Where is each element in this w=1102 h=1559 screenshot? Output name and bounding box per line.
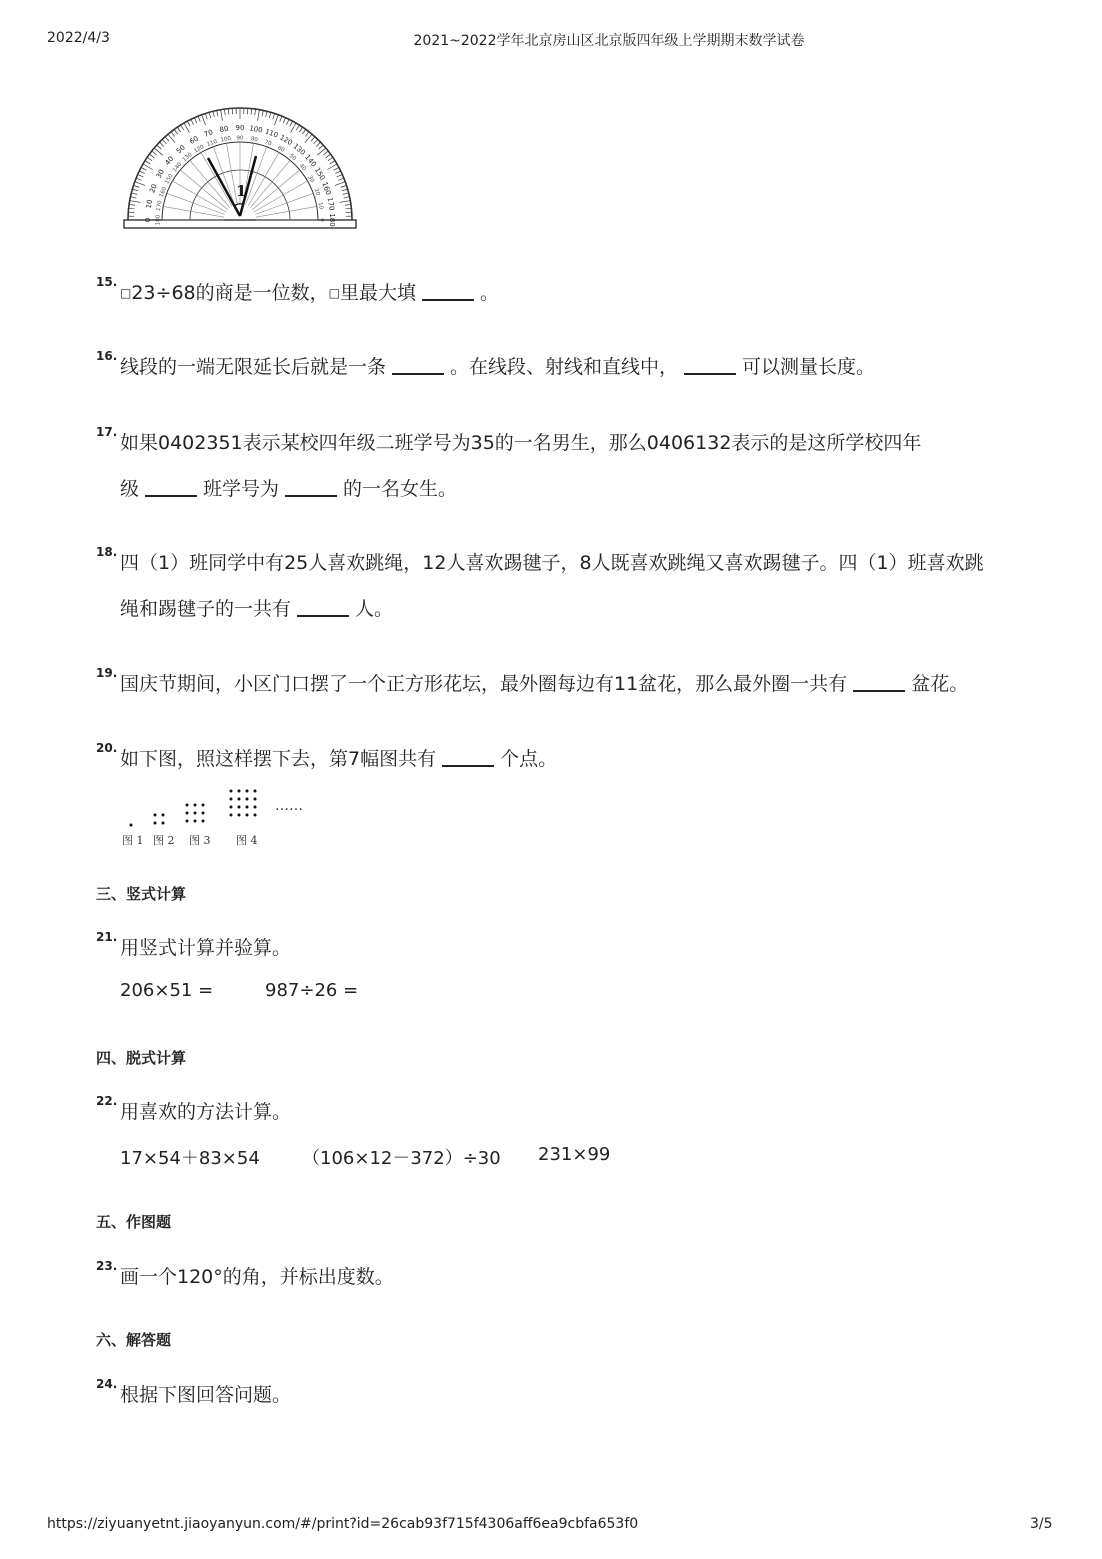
answer-blank[interactable] xyxy=(392,354,444,375)
protractor-label: 0 xyxy=(144,217,152,223)
protractor-tick xyxy=(283,118,285,123)
protractor-tick xyxy=(316,142,320,146)
protractor-tick xyxy=(311,137,315,141)
protractor-tick xyxy=(334,167,339,170)
protractor-tick xyxy=(152,151,157,155)
protractor-tick xyxy=(162,139,166,143)
protractor-tick xyxy=(198,116,200,122)
dot xyxy=(254,814,257,817)
protractor-tick xyxy=(345,204,351,205)
protractor-tick xyxy=(255,109,256,115)
protractor-tick xyxy=(335,171,340,174)
page-number: 3/5 xyxy=(1030,1516,1053,1532)
dot xyxy=(162,814,165,817)
answer-blank[interactable] xyxy=(853,671,905,692)
dot xyxy=(246,790,249,793)
protractor-label: 110 xyxy=(263,127,280,140)
answer-blank[interactable] xyxy=(297,596,349,617)
expression: 987÷26 = xyxy=(265,980,359,1001)
answer-blank[interactable] xyxy=(422,280,474,301)
protractor-tick xyxy=(337,174,342,176)
protractor-tick xyxy=(205,113,207,119)
protractor-tick xyxy=(269,112,271,118)
protractor-tick xyxy=(177,127,180,132)
question-18-line-1: 四（1）班同学中有25人喜欢跳绳，12人喜欢踢毽子，8人既喜欢跳绳又喜欢踢毽子。四（1）班喜欢跳 xyxy=(120,552,984,574)
protractor-tick xyxy=(324,151,329,155)
protractor-tick xyxy=(296,125,299,130)
q18-text-2: 人。 xyxy=(355,598,394,620)
dot xyxy=(130,824,133,827)
figure-label-4: 图 4 xyxy=(236,834,258,847)
box-symbol: □ xyxy=(328,286,340,300)
protractor-label: 70 xyxy=(202,128,215,139)
protractor-tick xyxy=(228,109,229,115)
protractor-inner-label: 50 xyxy=(287,153,297,163)
dot xyxy=(230,814,233,817)
question-24: 根据下图回答问题。 xyxy=(120,1384,292,1406)
protractor-tick xyxy=(280,116,282,122)
protractor-tick xyxy=(130,201,141,203)
q16-text-2: 。在线段、射线和直线中， xyxy=(450,356,679,378)
protractor-label: 80 xyxy=(218,124,230,135)
protractor-label: 170 xyxy=(325,196,336,212)
figure-label-1: 图 1 xyxy=(122,834,144,847)
q19-text-1: 国庆节期间，小区门口摆了一个正方形花坛，最外圈每边有11盆花，那么最外圈一共有 xyxy=(120,673,848,695)
expression: 17×54＋83×54 xyxy=(120,1148,260,1169)
protractor-label: 40 xyxy=(163,154,176,167)
protractor-label: 140 xyxy=(303,153,318,169)
protractor-inner-label: 20 xyxy=(312,187,321,197)
protractor-tick xyxy=(290,121,293,126)
protractor-tick xyxy=(213,111,214,117)
protractor-tick xyxy=(131,193,137,194)
protractor-inner-label: 150 xyxy=(164,173,175,186)
dot xyxy=(238,806,241,809)
protractor-tick xyxy=(330,161,335,164)
protractor-tick xyxy=(187,121,190,126)
dot xyxy=(202,804,205,807)
protractor-tick xyxy=(314,139,318,143)
protractor-label: 160 xyxy=(320,180,333,197)
protractor-tick xyxy=(217,110,218,116)
expression: （106×12－372）÷30 xyxy=(302,1148,501,1169)
dot xyxy=(246,814,249,817)
footer-url[interactable]: https://ziyuanyetnt.jiaoyanyun.com/#/print?id=26cab93f715f4306aff6ea9cbfa653f0 xyxy=(47,1516,639,1532)
protractor-inner-label: 0 xyxy=(318,218,325,222)
answer-blank[interactable] xyxy=(684,354,736,375)
dot xyxy=(230,806,233,809)
protractor-label: 50 xyxy=(174,143,187,156)
q17-text-1: 级 xyxy=(120,478,140,500)
question-21: 用竖式计算并验算。 xyxy=(120,937,292,959)
protractor-tick xyxy=(224,109,225,115)
protractor-tick xyxy=(302,129,306,134)
dot xyxy=(238,814,241,817)
protractor-tick xyxy=(343,193,349,194)
print-date: 2022/4/3 xyxy=(47,30,110,46)
protractor-tick xyxy=(136,178,142,180)
question-17-line-1: 如果0402351表示某校四年级二班学号为35的一名男生，那么0406132表示的是这所学校四年 xyxy=(120,432,922,454)
dot xyxy=(254,806,257,809)
angle-label: 1 xyxy=(236,182,247,200)
protractor-tick xyxy=(184,123,190,133)
protractor-tick xyxy=(135,182,145,186)
protractor-tick xyxy=(326,154,331,158)
question-17-line-2 xyxy=(120,474,457,501)
section-heading: 六、解答题 xyxy=(96,1331,172,1349)
protractor-inner-label: 160 xyxy=(158,186,169,199)
dot xyxy=(202,812,205,815)
section-heading: 五、作图题 xyxy=(96,1213,172,1231)
figure-label-3: 图 3 xyxy=(189,834,211,847)
dot xyxy=(254,790,257,793)
question-number: 19. xyxy=(96,666,118,680)
protractor-label: 30 xyxy=(154,168,167,180)
protractor-tick xyxy=(305,132,309,137)
question-16 xyxy=(120,352,875,379)
question-22: 用喜欢的方法计算。 xyxy=(120,1101,292,1123)
question-number: 15. xyxy=(96,275,118,289)
question-18-line-2 xyxy=(120,594,393,621)
protractor-tick xyxy=(338,178,344,180)
q15-text-2: 里最大填 xyxy=(339,282,416,304)
question-19 xyxy=(120,669,968,696)
protractor-tick xyxy=(129,208,135,209)
dot xyxy=(194,820,197,823)
protractor-tick xyxy=(262,110,263,116)
protractor-tick xyxy=(147,157,152,160)
protractor-tick xyxy=(341,185,347,187)
figure-label-2: 图 2 xyxy=(153,834,175,847)
protractor-tick xyxy=(174,129,178,134)
question-number: 23. xyxy=(96,1259,118,1273)
protractor-tick xyxy=(209,112,211,118)
protractor-tick xyxy=(327,164,337,170)
protractor-label: 100 xyxy=(248,124,264,135)
protractor-inner-label: 60 xyxy=(276,145,286,154)
question-number: 18. xyxy=(96,545,118,559)
protractor-inner-label: 80 xyxy=(250,136,259,144)
answer-blank[interactable] xyxy=(285,476,337,497)
protractor-tick xyxy=(339,201,350,203)
protractor-tick xyxy=(342,189,348,191)
q16-text-3: 可以测量长度。 xyxy=(742,356,876,378)
protractor-tick xyxy=(194,118,196,123)
protractor-radial-line xyxy=(256,206,317,217)
protractor-figure xyxy=(120,100,360,235)
protractor-tick xyxy=(157,145,161,149)
section-heading: 四、脱式计算 xyxy=(96,1049,187,1067)
protractor-inner-label: 180 xyxy=(155,214,162,226)
protractor-tick xyxy=(143,164,153,170)
protractor-tick xyxy=(291,123,297,133)
protractor-radial-line xyxy=(163,206,224,217)
protractor-tick xyxy=(273,113,275,119)
question-number: 24. xyxy=(96,1377,118,1391)
protractor-tick xyxy=(191,119,194,124)
protractor-tick xyxy=(221,110,223,121)
protractor-label: 180 xyxy=(328,213,336,227)
protractor-tick xyxy=(319,145,323,149)
protractor-tick xyxy=(130,197,136,198)
protractor-tick xyxy=(132,189,138,191)
dot xyxy=(230,798,233,801)
protractor-inner-label: 130 xyxy=(181,151,194,164)
question-number: 22. xyxy=(96,1094,118,1108)
dot xyxy=(186,820,189,823)
expression: 231×99 xyxy=(538,1144,611,1165)
expression: 206×51 = xyxy=(120,980,214,1001)
protractor-label: 20 xyxy=(148,182,159,195)
q20-text-2: 个点。 xyxy=(500,748,558,770)
question-23: 画一个120°的角，并标出度数。 xyxy=(120,1266,394,1288)
question-15 xyxy=(120,278,499,305)
protractor-inner-label: 70 xyxy=(263,139,273,148)
question-number: 17. xyxy=(96,425,118,439)
protractor-inner-label: 30 xyxy=(306,174,315,184)
section-heading: 三、竖式计算 xyxy=(96,885,187,903)
dot xyxy=(246,806,249,809)
protractor-tick xyxy=(159,142,163,146)
protractor-label: 130 xyxy=(291,142,307,157)
protractor-tick xyxy=(141,167,146,170)
q16-text-1: 线段的一端无限延长后就是一条 xyxy=(120,356,387,378)
protractor-inner-label: 120 xyxy=(193,144,206,155)
protractor-tick xyxy=(181,125,184,130)
protractor-tick xyxy=(171,132,175,137)
protractor-label: 60 xyxy=(188,134,200,147)
protractor-inner-label: 90 xyxy=(236,135,244,142)
box-symbol: □ xyxy=(120,286,132,300)
protractor-inner-label: 100 xyxy=(220,135,232,144)
dot xyxy=(230,790,233,793)
q15-text-1: 23÷68的商是一位数， xyxy=(131,282,329,304)
protractor-label: 120 xyxy=(278,133,294,148)
protractor-tick xyxy=(328,157,333,160)
protractor-inner-label: 110 xyxy=(206,138,219,149)
dot xyxy=(202,820,205,823)
protractor-inner-label: 140 xyxy=(171,161,184,174)
dot xyxy=(194,812,197,815)
q17-text-2: 班学号为 xyxy=(203,478,280,500)
q20-text-1: 如下图，照这样摆下去，第7幅图共有 xyxy=(120,748,437,770)
dot xyxy=(154,822,157,825)
q19-text-2: 盆花。 xyxy=(911,673,969,695)
protractor-tick xyxy=(258,110,260,121)
ellipsis: …… xyxy=(275,798,303,814)
answer-blank[interactable] xyxy=(145,476,197,497)
protractor-tick xyxy=(286,119,289,124)
protractor-inner-label: 10 xyxy=(316,201,324,210)
answer-blank[interactable] xyxy=(442,746,494,767)
protractor-tick xyxy=(344,197,350,198)
protractor-tick xyxy=(299,127,302,132)
dot xyxy=(162,822,165,825)
dot xyxy=(238,790,241,793)
dot xyxy=(254,798,257,801)
protractor-label: 10 xyxy=(144,198,155,210)
dot xyxy=(154,814,157,817)
dot-pattern-figure xyxy=(115,785,325,850)
dot xyxy=(186,812,189,815)
protractor-tick xyxy=(133,185,139,187)
protractor-tick xyxy=(138,174,143,176)
protractor-tick xyxy=(129,204,135,205)
protractor-tick xyxy=(165,137,169,141)
protractor-tick xyxy=(335,182,345,186)
protractor-tick xyxy=(275,115,279,125)
protractor-tick xyxy=(345,208,351,209)
protractor-tick xyxy=(266,111,267,117)
protractor-label: 150 xyxy=(312,166,327,182)
protractor-label: 90 xyxy=(235,124,245,132)
dot xyxy=(246,798,249,801)
dot xyxy=(238,798,241,801)
protractor-tick xyxy=(145,161,150,164)
protractor-tick xyxy=(139,171,144,174)
protractor-tick xyxy=(251,109,252,115)
dot xyxy=(194,804,197,807)
q17-text-3: 的一名女生。 xyxy=(343,478,458,500)
protractor-inner-label: 170 xyxy=(155,200,164,212)
q18-text-1: 绳和踢毽子的一共有 xyxy=(120,598,292,620)
page-title: 2021~2022学年北京房山区北京版四年级上学期期末数学试卷 xyxy=(413,33,805,49)
q15-text-3: 。 xyxy=(479,282,499,304)
protractor-tick xyxy=(149,154,154,158)
question-number: 20. xyxy=(96,741,118,755)
protractor-inner-label: 40 xyxy=(297,163,307,173)
question-number: 21. xyxy=(96,930,118,944)
protractor-tick xyxy=(202,115,206,125)
question-20 xyxy=(120,744,557,771)
question-number: 16. xyxy=(96,349,118,363)
dot xyxy=(186,804,189,807)
